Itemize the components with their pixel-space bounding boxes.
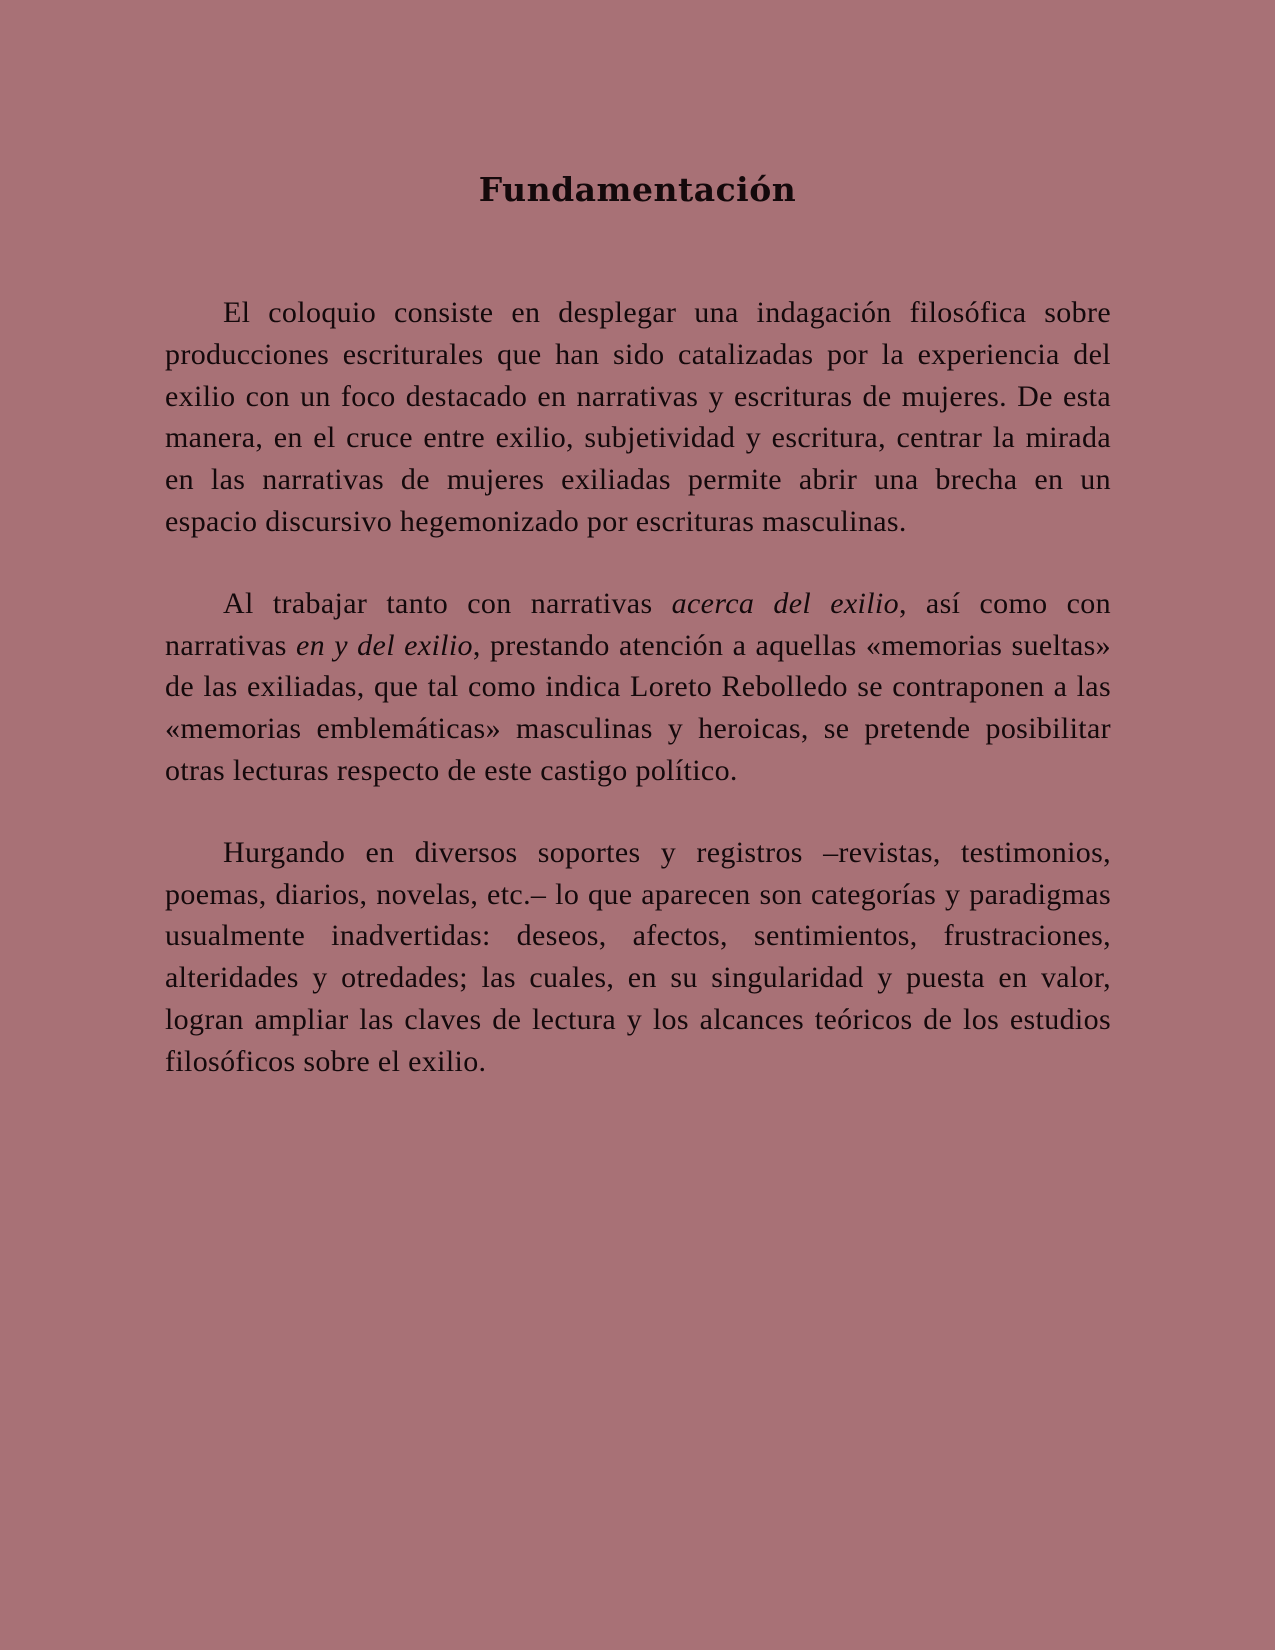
paragraph-2-text-c: , prestando atención a aquellas «memorias sueltas» de las exiliadas, que tal como indica Loreto Rebolledo se contraponen a las «memorias emblemáticas» masculinas y heroicas, se pretende posibilitar otras lecturas respecto de este castigo político. xyxy=(165,628,1111,787)
paragraph-1 xyxy=(165,292,1111,543)
paragraph-3 xyxy=(165,832,1111,1083)
paragraph-2-italic-a: acerca del exilio xyxy=(671,586,899,620)
paragraph-2-italic-b: en y del exilio xyxy=(296,628,473,662)
paragraph-2-text-b: , así como con narrativas xyxy=(165,586,1111,662)
paragraph-2-text-a: Al trabajar tanto con narrativas xyxy=(223,586,672,620)
page-title: Fundamentación xyxy=(478,170,797,209)
paragraph-3-text: Hurgando en diversos soportes y registros –revistas, testimonios, poemas, diarios, novelas, etc.– lo que aparecen son categorías y paradigmas usualmente inadvertidas: deseos, afectos, sentimientos, frustraciones, alteridades y otredades; las cuales, en su singularidad y puesta en valor, logran ampliar las claves de lectura y los alcances teóricos de los estudios filosóficos sobre el exilio. xyxy=(165,835,1111,1078)
paragraph-1-text: El coloquio consiste en desplegar una indagación filosófica sobre producciones escriturales que han sido catalizadas por la experiencia del exilio con un foco destacado en narrativas y escrituras de mujeres. De esta manera, en el cruce entre exilio, subjetividad y escritura, centrar la mirada en las narrativas de mujeres exiliadas permite abrir una brecha en un espacio discursivo hegemonizado por escrituras masculinas. xyxy=(165,296,1111,538)
body-text xyxy=(165,292,1111,1123)
paragraph-2 xyxy=(165,583,1111,792)
